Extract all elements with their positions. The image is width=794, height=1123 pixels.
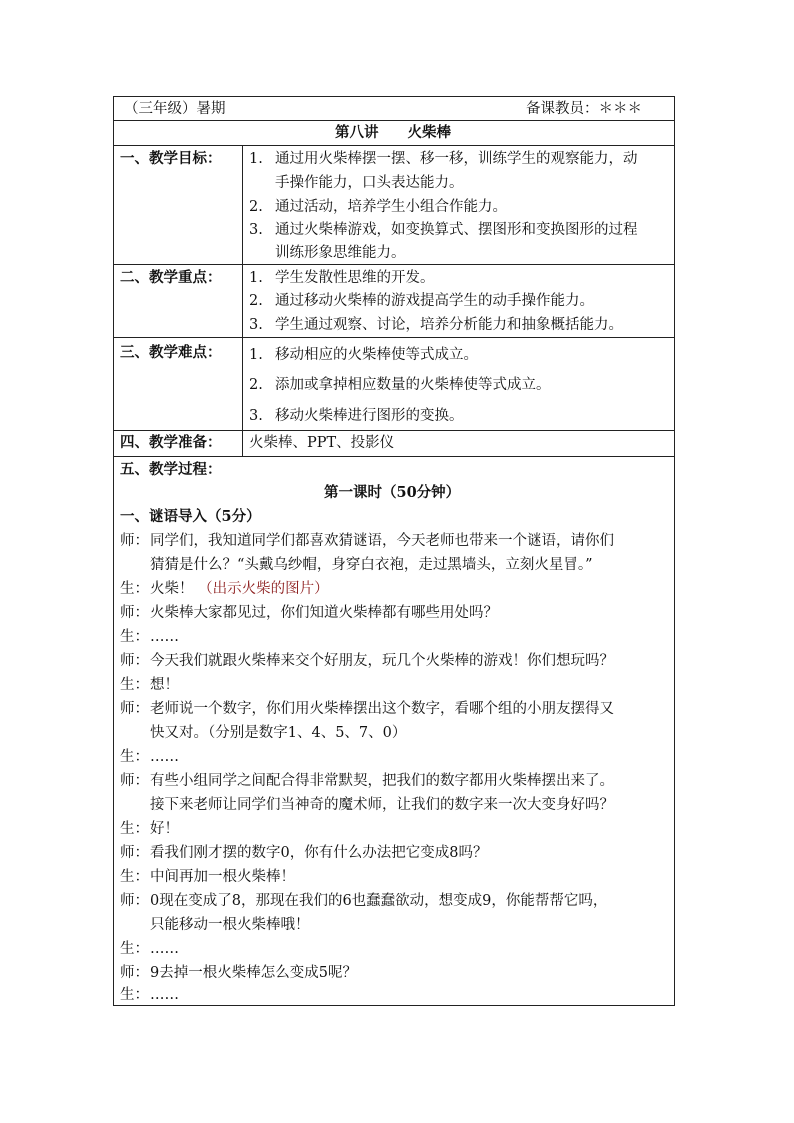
dialogue-line: 0现在变成了8，那现在我们的6也蠢蠢欲动，想变成9，你能帮帮它吗， [150,893,608,909]
key-point-2: 通过移动火柴棒的游戏提高学生的动手操作能力。 [275,293,594,309]
process-section [114,457,674,1005]
goal-1-line-1: 通过用火柴棒摆一摆、移一移，训练学生的观察能力，动 [275,151,638,167]
process-label: 五、教学过程： [120,461,222,478]
lesson-title: 第八讲 火柴棒 [335,124,451,141]
speaker: 生： [120,869,149,885]
preparation-row [114,431,674,457]
key-point-3: 学生通过观察、讨论，培养分析能力和抽象概括能力。 [275,317,623,333]
goals-label: 一、教学目标： [120,150,222,167]
dialogue-line: 火柴棒大家都见过，你们知道火柴棒都有哪些用处吗？ [150,605,498,621]
speaker: 生： [120,581,149,597]
period-title [324,483,460,503]
column-divider [242,265,243,337]
title-row [114,121,674,146]
stage-direction: （出示火柴的图片） [198,581,329,597]
preparation-text: 火柴棒、PPT、投影仪 [249,435,395,451]
column-divider [242,431,243,456]
dialogue-line: …… [150,987,179,1003]
column-divider [242,338,243,430]
speaker: 师： [120,701,149,717]
difficulty-3: 移动火柴棒进行图形的变换。 [275,408,464,424]
key-point-3-num: 3. [249,317,263,333]
speaker: 师： [120,893,149,909]
goal-3-line-1: 通过火柴棒游戏，如变换算式、摆图形和变换图形的过程 [275,222,638,238]
column-divider [242,146,243,264]
key-point-1: 学生发散性思维的开发。 [275,270,435,286]
goal-3-line-2: 训练形象思维能力。 [275,245,406,261]
speaker: 生： [120,677,149,693]
grade-term: （三年级）暑期 [124,101,226,117]
dialogue-line: …… [150,941,179,957]
goal-2-num: 2. [249,199,263,215]
speaker: 生： [120,821,149,837]
dialogue-line: 老师说一个数字，你们用火柴棒摆出这个数字，看哪个组的小朋友摆得又 [150,701,614,717]
speaker: 生： [120,749,149,765]
goal-1-num: 1. [249,151,263,167]
dialogue-line: 只能移动一根火柴棒哦！ [150,917,310,933]
dialogue-line: 接下来老师让同学们当神奇的魔术师，让我们的数字来一次大变身好吗？ [150,797,614,813]
teacher-label: 备课教员：＊＊＊ [526,101,642,117]
difficulties-row [114,338,674,431]
preparation-label: 四、教学准备： [120,434,222,451]
dialogue-line: 中间再加一根火柴棒！ [150,869,295,885]
speaker: 师： [120,845,149,861]
difficulty-2-num: 2. [249,377,263,393]
goal-3-num: 3. [249,222,263,238]
dialogue-line: 猜猜是什么？“头戴乌纱帽，身穿白衣袍，走过黑墙头，立刻火星冒。” [150,557,593,573]
dialogue-line: 好！ [150,821,179,837]
goal-1-line-2: 手操作能力，口头表达能力。 [275,175,464,191]
goal-2-line-1: 通过活动，培养学生小组合作能力。 [275,199,507,215]
dialogue-line: 今天我们就跟火柴棒来交个好朋友，玩几个火柴棒的游戏！你们想玩吗？ [150,653,614,669]
key-points-row [114,265,674,338]
lesson-plan-table [113,96,675,1006]
key-point-1-num: 1. [249,270,263,286]
period-title-text: 第一课时（50分钟） [324,484,461,501]
speaker: 师： [120,773,149,789]
dialogue-line: 想！ [150,677,179,693]
dialogue-line [150,579,329,599]
dialogue-line: 看我们刚才摆的数字0，你有什么办法把它变成8吗？ [150,845,488,861]
dialogue-line: 同学们，我知道同学们都喜欢猜谜语，今天老师也带来一个谜语，请你们 [150,533,614,549]
speaker: 师： [120,653,149,669]
key-point-2-num: 2. [249,293,263,309]
speaker: 师： [120,605,149,621]
goals-row [114,146,674,265]
dialogue-line: 有些小组同学之间配合得非常默契，把我们的数字都用火柴棒摆出来了。 [150,773,614,789]
part-1-heading [120,507,261,527]
header-row [114,97,674,121]
dialogue-line: …… [150,629,179,645]
dialogue-line: 快又对。（分别是数字1、4、5、7、0） [150,725,407,741]
dialogue-line: 9去掉一根火柴棒怎么变成5呢？ [150,965,357,981]
speaker: 生： [120,941,149,957]
difficulty-3-num: 3. [249,408,263,424]
difficulty-2: 添加或拿掉相应数量的火柴棒使等式成立。 [275,377,551,393]
difficulties-label: 三、教学难点： [120,344,222,361]
difficulty-1: 移动相应的火柴棒使等式成立。 [275,347,478,363]
speaker: 师： [120,533,149,549]
speaker: 师： [120,965,149,981]
dialogue-text: 火柴！ [150,581,194,597]
speaker: 生： [120,987,149,1003]
speaker: 生： [120,629,149,645]
difficulty-1-num: 1. [249,347,263,363]
dialogue-line: …… [150,749,179,765]
part-1-heading-text: 一、谜语导入（5分） [120,508,261,525]
key-points-label: 二、教学重点： [120,269,222,286]
